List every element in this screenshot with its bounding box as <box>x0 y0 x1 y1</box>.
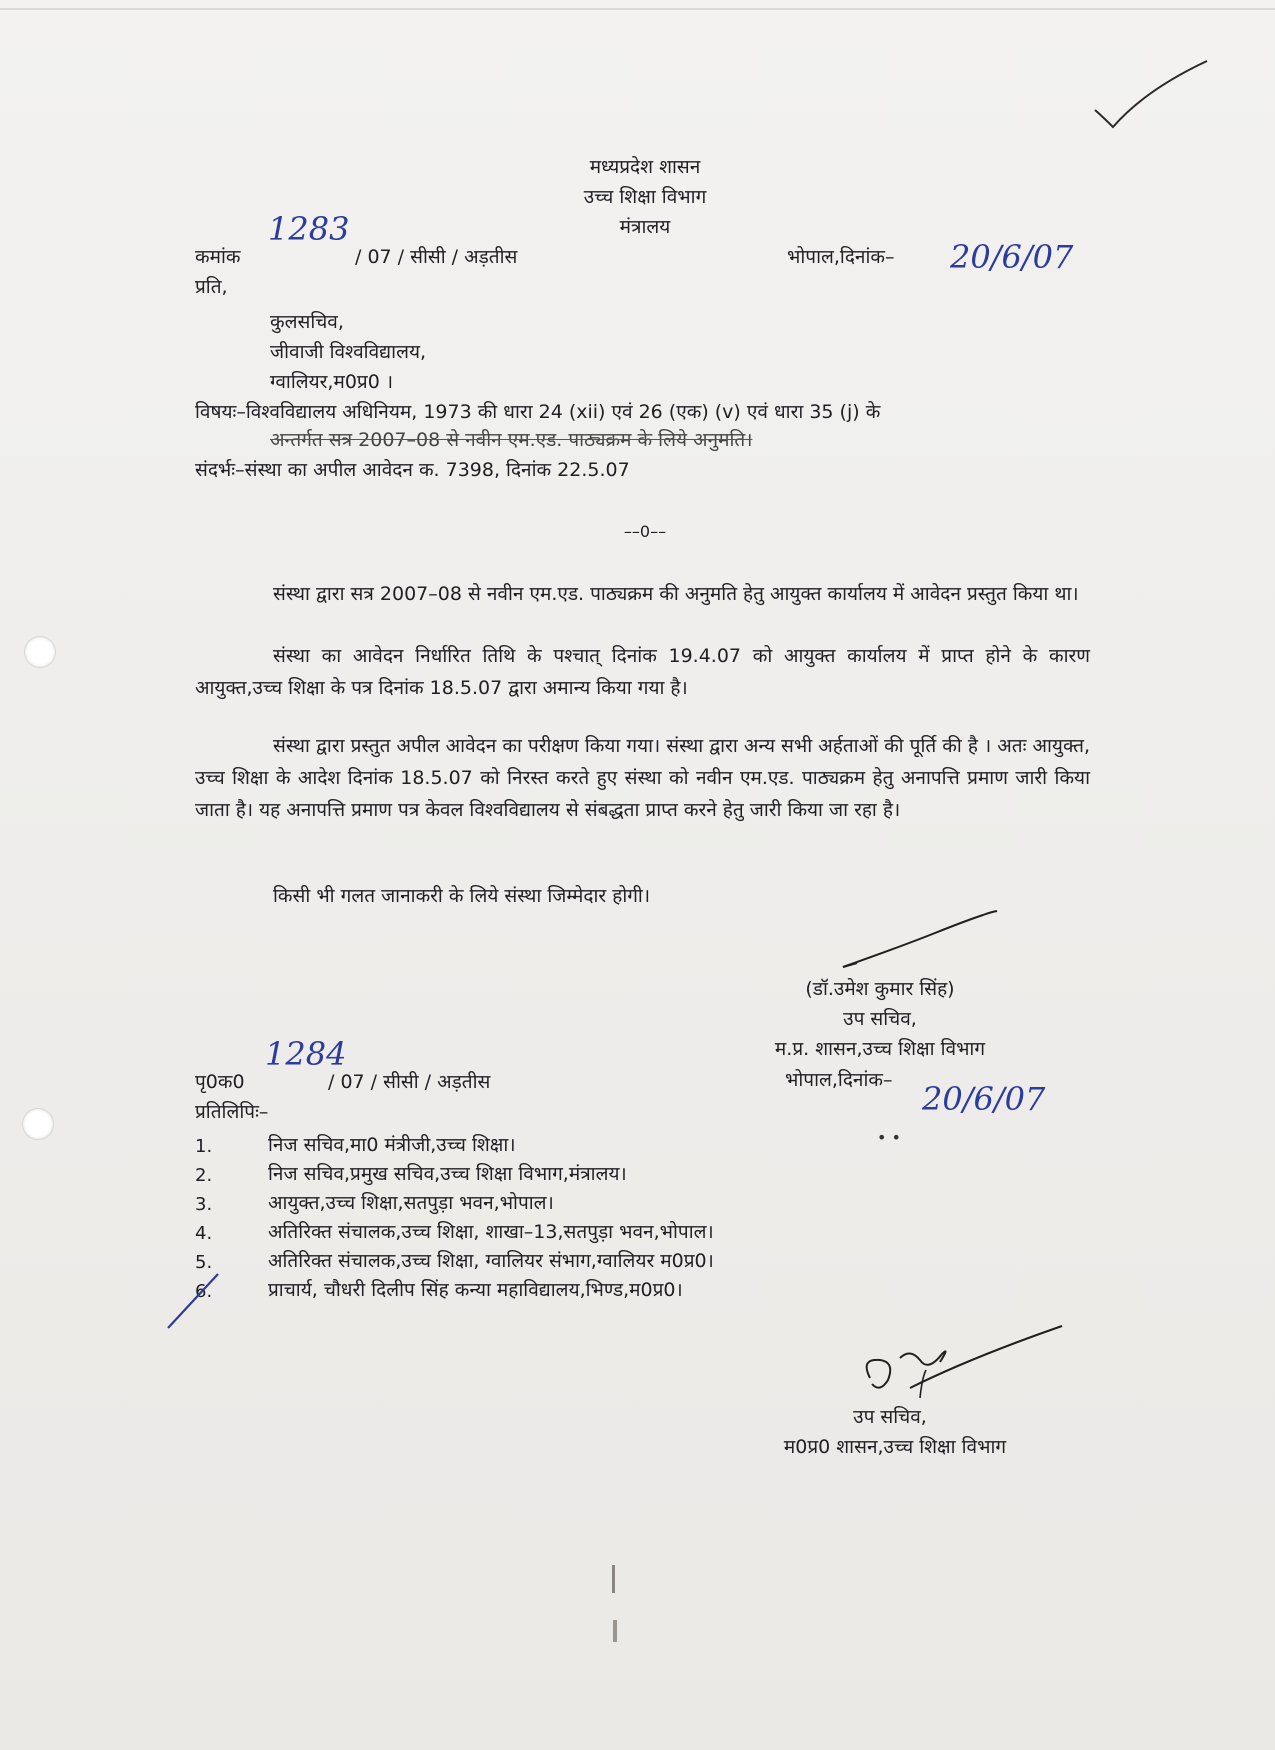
tick-mark-item-6 <box>160 1268 230 1334</box>
body-paragraph-1: संस्था द्वारा सत्र 2007–08 से नवीन एम.एड. पाठ्यक्रम की अनुमति हेतु आयुक्त कार्यालय में आवेदन प्रस्तुत किया था। <box>273 583 1079 605</box>
copy-label: प्रतिलिपिः– <box>195 1101 269 1123</box>
ref-label: कमांक <box>195 246 241 268</box>
body-paragraph-4: किसी भी गलत जानाकरी के लिये संस्था जिम्मेदार होगी। <box>273 885 651 907</box>
list-item: अतिरिक्त संचालक,उच्च शिक्षा, शाखा–13,सतपुड़ा भवन,भोपाल। <box>268 1221 714 1243</box>
punch-hole-top <box>24 636 56 668</box>
ref2-suffix: / 07 / सीसी / अड़तीस <box>328 1071 491 1093</box>
ink-dots: • • <box>877 1128 901 1147</box>
to-line-3: ग्वालियर,म0प्र0 । <box>270 371 394 393</box>
paper-speck <box>613 1620 617 1642</box>
signature-2-dept: म0प्र0 शासन,उच्च शिक्षा विभाग <box>783 1436 1007 1458</box>
list-item-number: 5. <box>195 1252 213 1273</box>
ref-handwritten-date: 20/6/07 <box>950 238 1074 276</box>
separator: ––0–– <box>623 522 667 541</box>
list-item-number: 3. <box>195 1194 213 1215</box>
paper-crease <box>0 8 1275 10</box>
header-line-1: मध्यप्रदेश शासन <box>589 156 701 178</box>
list-item-number: 2. <box>195 1165 213 1186</box>
to-line-2: जीवाजी विश्वविद्यालय, <box>270 341 427 363</box>
to-label: प्रति, <box>195 276 228 298</box>
signature-stroke-1 <box>835 905 1005 975</box>
header-line-3: मंत्रालय <box>619 216 671 238</box>
body-paragraph-3: संस्था द्वारा प्रस्तुत अपील आवेदन का परीक्षण किया गया। संस्था द्वारा अन्य सभी अर्हताओं की पूर्ति की है । अतः आयुक्त, उच्च शिक्षा के आदेश दिनांक 18.5.07 को निरस्त करते हुए संस्था को नवीन एम.एड. पाठ्यक्रम हेतु अनापत्ति प्रमाण जारी किया जाता है। यह अनापत्ति प्रमाण पत्र केवल विश्वविद्यालय से संबद्धता प्राप्त करने हेतु जारी किया जा रहा है। <box>195 735 1090 821</box>
paper-speck <box>612 1565 615 1593</box>
list-item-number: 4. <box>195 1223 213 1244</box>
signature-1-designation: उप सचिव, <box>843 1008 917 1030</box>
list-item: प्राचार्य, चौधरी दिलीप सिंह कन्या महाविद्यालय,भिण्ड,म0प्र0। <box>268 1279 683 1301</box>
subject-line-2: अन्तर्गत सत्र 2007–08 से नवीन एम.एड. पाठ्यक्रम के लिये अनुमति। <box>270 429 753 451</box>
signature-1-name: (डॉ.उमेश कुमार सिंह) <box>805 978 955 1000</box>
checkmark-mark <box>1085 55 1215 140</box>
subject-line-1: विषयः–विश्वविद्यालय अधिनियम, 1973 की धारा 24 (xii) एवं 26 (एक) (v) एवं धारा 35 (j) के <box>195 401 881 423</box>
list-item: आयुक्त,उच्च शिक्षा,सतपुड़ा भवन,भोपाल। <box>268 1192 554 1214</box>
signature-1-dept: म.प्र. शासन,उच्च शिक्षा विभाग <box>774 1038 986 1060</box>
reference-line: संदर्भः–संस्था का अपील आवेदन क. 7398, दिनांक 22.5.07 <box>195 459 630 481</box>
signature-2-designation: उप सचिव, <box>853 1406 927 1428</box>
list-item-number: 6. <box>195 1281 213 1302</box>
signature-stroke-2 <box>850 1318 1070 1413</box>
to-line-1: कुलसचिव, <box>270 311 344 333</box>
list-item: अतिरिक्त संचालक,उच्च शिक्षा, ग्वालियर संभाग,ग्वालियर म0प्र0। <box>268 1250 714 1272</box>
punch-hole-bottom <box>22 1108 54 1140</box>
list-item-number: 1. <box>195 1136 213 1157</box>
ref-suffix: / 07 / सीसी / अड़तीस <box>355 246 518 268</box>
ref-place-date: भोपाल,दिनांक– <box>787 246 895 268</box>
header-line-2: उच्च शिक्षा विभाग <box>583 186 707 208</box>
ref-handwritten-number: 1283 <box>268 210 350 248</box>
ref2-label: पृ0क0 <box>195 1071 245 1093</box>
list-item: निज सचिव,प्रमुख सचिव,उच्च शिक्षा विभाग,मंत्रालय। <box>268 1163 627 1185</box>
ref2-handwritten-date: 20/6/07 <box>922 1080 1046 1118</box>
list-item: निज सचिव,मा0 मंत्रीजी,उच्च शिक्षा। <box>268 1134 516 1156</box>
body-paragraph-2: संस्था का आवेदन निर्धारित तिथि के पश्चात् दिनांक 19.4.07 को आयुक्त कार्यालय में प्राप्त होने के कारण आयुक्त,उच्च शिक्षा के पत्र दिनांक 18.5.07 द्वारा अमान्य किया गया है। <box>195 645 1090 699</box>
ref2-place-date: भोपाल,दिनांक– <box>785 1069 893 1091</box>
ref2-handwritten-number: 1284 <box>265 1035 347 1073</box>
